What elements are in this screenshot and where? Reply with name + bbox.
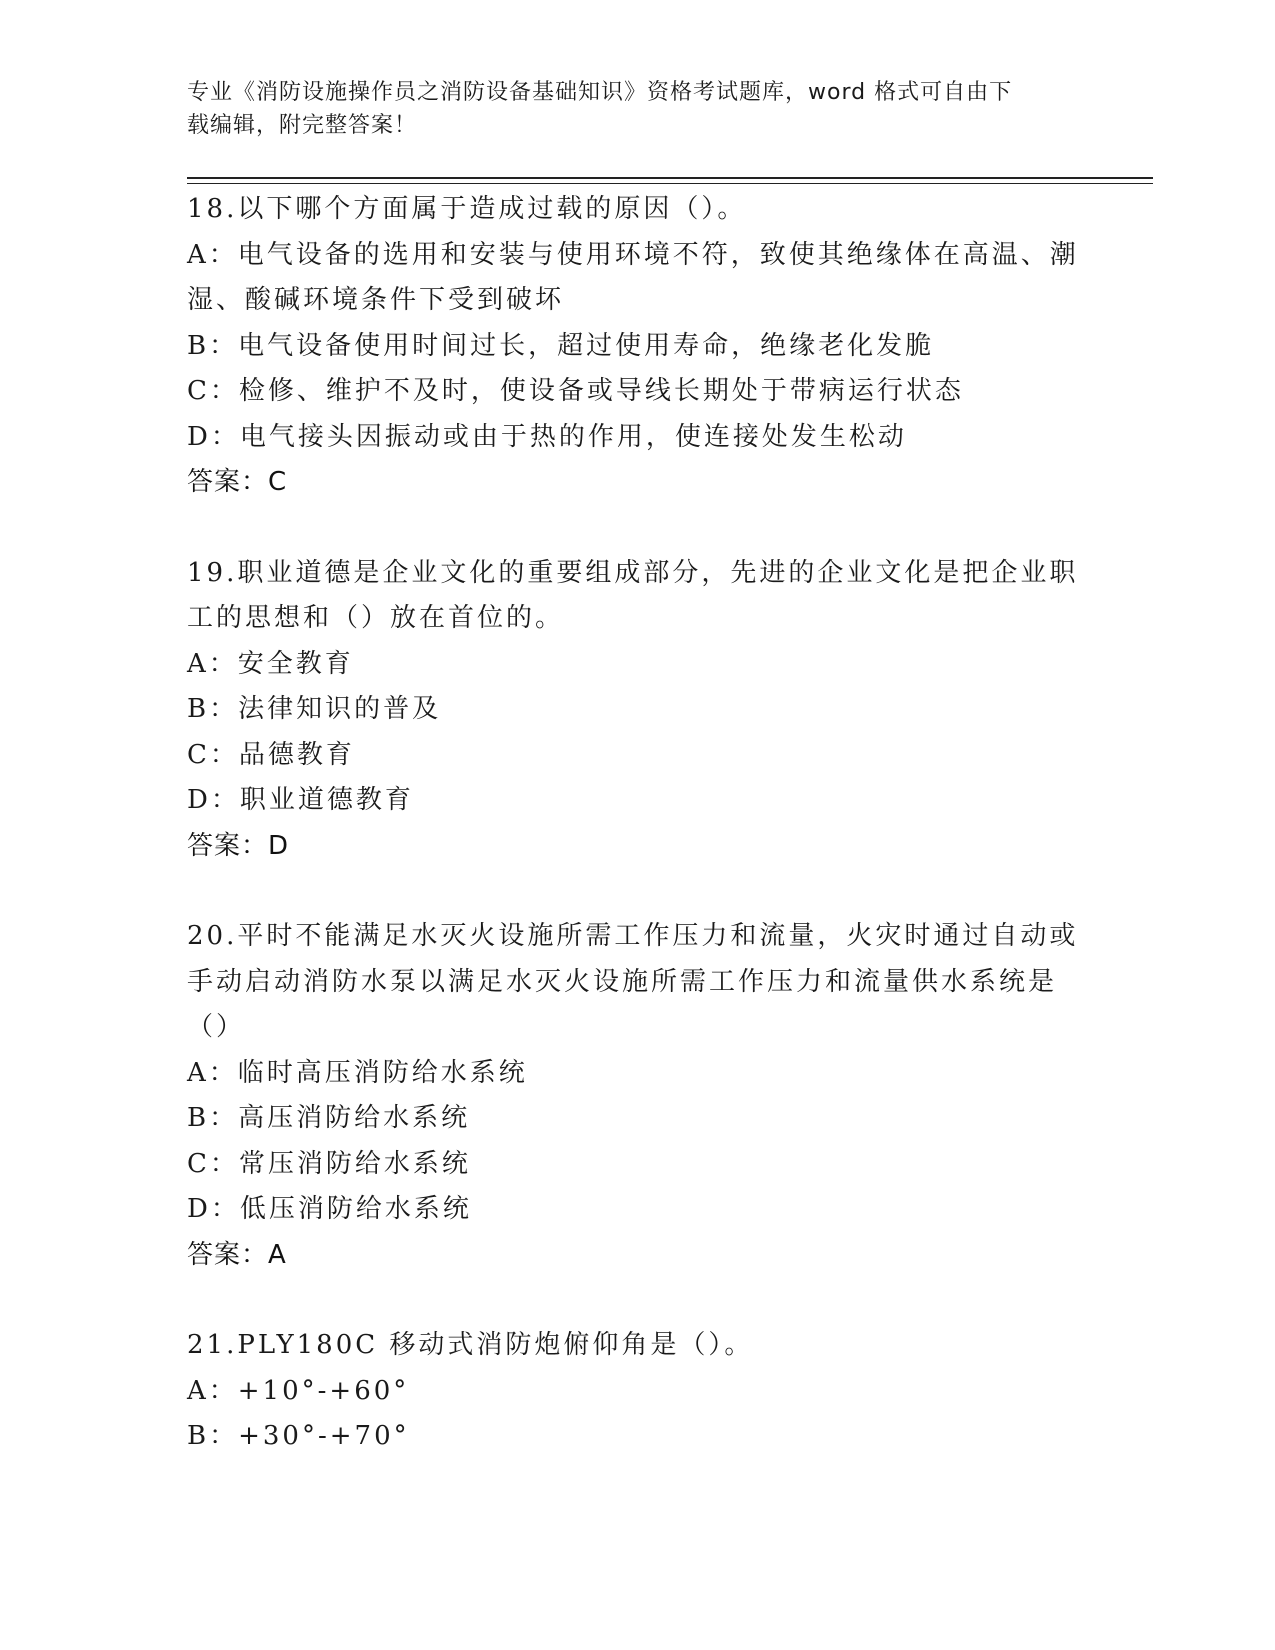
question-stem: 20.平时不能满足水灭火设施所需工作压力和流量，火灾时通过自动或: [187, 921, 1079, 951]
header-line-1: 专业《消防设施操作员之消防设备基础知识》资格考试题库，word 格式可自由下: [187, 80, 1013, 105]
question-19: [187, 551, 1087, 870]
option-c: C：常压消防给水系统: [187, 1148, 471, 1179]
option-b: B：高压消防给水系统: [187, 1103, 471, 1133]
option-b: B：电气设备使用时间过长，超过使用寿命，绝缘老化发脆: [187, 330, 935, 361]
option-d: D：职业道德教育: [187, 785, 414, 815]
option-a: A：安全教育: [187, 648, 354, 679]
question-stem: 21.PLY180C 移动式消防炮俯仰角是（）。: [187, 1330, 754, 1360]
option-a: A：电气设备的选用和安装与使用环境不符，致使其绝缘体在高温、潮: [187, 239, 1079, 270]
answer: 答案：D: [187, 830, 290, 861]
option-c: C：品德教育: [187, 739, 355, 770]
question-18: [187, 187, 1087, 506]
option-d: D：电气接头因振动或由于热的作用，使连接处发生松动: [187, 421, 907, 452]
option-c: C：检修、维护不及时，使设备或导线长期处于带病运行状态: [187, 376, 964, 406]
option-a: A：+10°-+60°: [187, 1375, 410, 1406]
question-stem-continued: 工的思想和（）放在首位的。: [187, 603, 565, 633]
question-stem: 19.职业道德是企业文化的重要组成部分，先进的企业文化是把企业职: [187, 557, 1079, 588]
header-divider-thin: [187, 183, 1153, 184]
question-stem-continued: （）: [187, 1012, 246, 1042]
option-d: D：低压消防给水系统: [187, 1194, 472, 1224]
document-header: [187, 76, 1067, 142]
option-a: A：临时高压消防给水系统: [187, 1057, 528, 1088]
header-divider-thick: [187, 177, 1153, 179]
answer: 答案：C: [187, 467, 288, 497]
option-a-continued: 湿、酸碱环境条件下受到破坏: [187, 285, 565, 315]
question-20: [187, 914, 1087, 1278]
option-b: B：+30°-+70°: [187, 1421, 410, 1451]
question-list: [187, 187, 1087, 1460]
answer: 答案：A: [187, 1239, 287, 1270]
question-stem-continued: 手动启动消防水泵以满足水灭火设施所需工作压力和流量供水系统是: [187, 966, 1058, 997]
question-21: [187, 1323, 1087, 1460]
question-stem: 18.以下哪个方面属于造成过载的原因（）。: [187, 194, 747, 224]
option-b: B：法律知识的普及: [187, 694, 442, 724]
header-line-2: 载编辑，附完整答案！: [187, 113, 418, 138]
